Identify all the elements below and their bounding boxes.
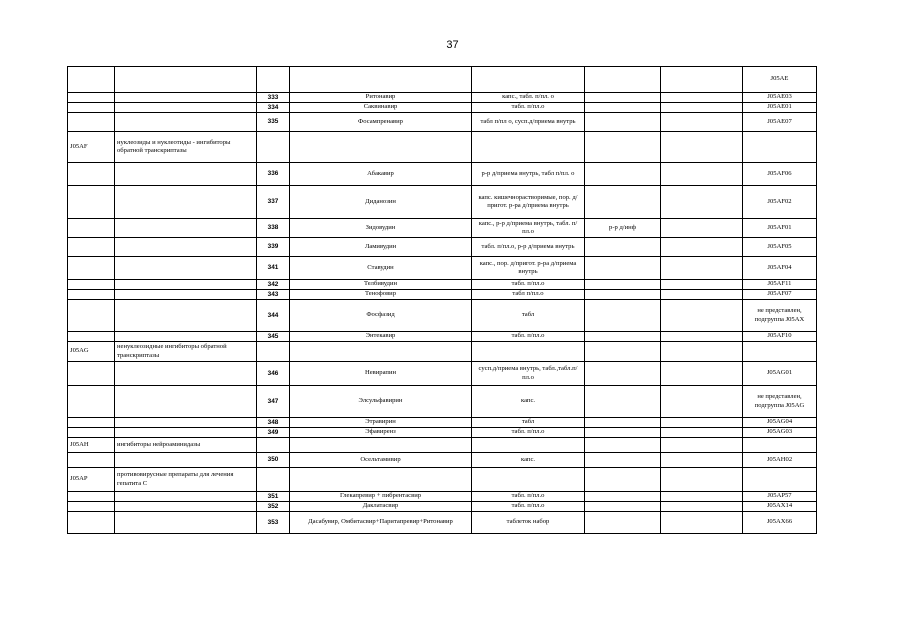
dosage-form — [472, 67, 585, 93]
drug-row — [68, 219, 817, 238]
extra-form — [585, 386, 661, 418]
empty-cell — [115, 290, 257, 300]
empty-cell — [585, 438, 661, 453]
empty-cell — [115, 186, 257, 219]
atc-code: J05AF11 — [743, 280, 817, 290]
drug-name: Глекапревир + пибрентасвир — [290, 492, 472, 502]
row-number: 337 — [257, 186, 290, 219]
row-number: 351 — [257, 492, 290, 502]
extra-form — [585, 428, 661, 438]
row-number — [257, 67, 290, 93]
empty-cell — [115, 386, 257, 418]
drug-row — [68, 257, 817, 280]
empty-cell — [661, 492, 743, 502]
extra-form — [585, 93, 661, 103]
dosage-form: капс. — [472, 453, 585, 468]
empty-cell — [661, 332, 743, 342]
empty-cell — [661, 113, 743, 132]
empty-cell — [661, 342, 743, 362]
row-number: 342 — [257, 280, 290, 290]
empty-cell — [661, 502, 743, 512]
drug-row — [68, 103, 817, 113]
empty-cell — [68, 418, 115, 428]
empty-cell — [115, 512, 257, 534]
atc-code: J05AF02 — [743, 186, 817, 219]
atc-code: не представлен, подгруппа J05AG — [743, 386, 817, 418]
extra-form — [585, 67, 661, 93]
empty-cell — [115, 362, 257, 386]
empty-cell — [257, 468, 290, 492]
empty-cell — [68, 238, 115, 257]
drug-name: Невирапин — [290, 362, 472, 386]
atc-group-title: нуклеозиды и нуклеотиды - ингибиторы обратной транскриптазы — [115, 132, 257, 163]
empty-cell — [68, 453, 115, 468]
dosage-form: р-р д/приема внутрь, табл п/пл. о — [472, 163, 585, 186]
empty-cell — [661, 67, 743, 93]
row-number: 350 — [257, 453, 290, 468]
drug-name: Ставудин — [290, 257, 472, 280]
empty-cell — [115, 219, 257, 238]
drug-name: Абакавир — [290, 163, 472, 186]
atc-group-title: ненуклеозидные ингибиторы обратной транскриптазы — [115, 342, 257, 362]
group-row — [68, 342, 817, 362]
empty-cell — [257, 342, 290, 362]
empty-cell — [661, 163, 743, 186]
atc-code: J05AG01 — [743, 362, 817, 386]
empty-cell — [661, 512, 743, 534]
atc-group-code: J05AH — [68, 438, 115, 453]
drug-row — [68, 428, 817, 438]
atc-code: J05AE03 — [743, 93, 817, 103]
extra-form — [585, 512, 661, 534]
atc-code: J05AF10 — [743, 332, 817, 342]
empty-cell — [68, 512, 115, 534]
row-number: 349 — [257, 428, 290, 438]
drug-row — [68, 93, 817, 103]
drug-name: Саквинавир — [290, 103, 472, 113]
atc-code: J05AE07 — [743, 113, 817, 132]
empty-cell — [115, 93, 257, 103]
atc-code: J05AF06 — [743, 163, 817, 186]
extra-form — [585, 418, 661, 428]
dosage-form: табл. п/пл.о — [472, 428, 585, 438]
empty-cell — [68, 300, 115, 332]
dosage-form: табл п/пл о, сусп.д/приема внутрь — [472, 113, 585, 132]
extra-form — [585, 257, 661, 280]
dosage-form: табл. п/пл.о — [472, 332, 585, 342]
extra-form — [585, 103, 661, 113]
drug-row — [68, 300, 817, 332]
empty-cell — [68, 93, 115, 103]
extra-form — [585, 290, 661, 300]
drug-row — [68, 492, 817, 502]
row-number: 341 — [257, 257, 290, 280]
empty-cell — [68, 163, 115, 186]
drug-name: Фосфазид — [290, 300, 472, 332]
row-number: 346 — [257, 362, 290, 386]
extra-form — [585, 453, 661, 468]
empty-cell — [115, 163, 257, 186]
drug-row — [68, 512, 817, 534]
empty-cell — [68, 67, 115, 93]
dosage-form: табл — [472, 300, 585, 332]
empty-cell — [68, 113, 115, 132]
drug-name: Фосампренавир — [290, 113, 472, 132]
empty-cell — [472, 468, 585, 492]
dosage-form: сусп.д/приема внутрь, табл.,табл.п/пл.о — [472, 362, 585, 386]
extra-form — [585, 362, 661, 386]
atc-code: J05AX66 — [743, 512, 817, 534]
page-number: 37 — [446, 39, 459, 51]
extra-form — [585, 280, 661, 290]
drug-row — [68, 418, 817, 428]
atc-code: J05AG03 — [743, 428, 817, 438]
atc-code: J05AP57 — [743, 492, 817, 502]
atc-group-title: ингибиторы нейроаминидазы — [115, 438, 257, 453]
extra-form — [585, 332, 661, 342]
empty-cell — [68, 186, 115, 219]
empty-cell — [661, 362, 743, 386]
row-number: 344 — [257, 300, 290, 332]
empty-cell — [743, 342, 817, 362]
empty-cell — [743, 438, 817, 453]
empty-cell — [115, 103, 257, 113]
empty-cell — [115, 280, 257, 290]
empty-cell — [115, 492, 257, 502]
empty-cell — [68, 290, 115, 300]
drug-name: Дасабувир, Омбитасвир+Паритапревир+Ритонавир — [290, 512, 472, 534]
drug-row — [68, 113, 817, 132]
row-number: 339 — [257, 238, 290, 257]
empty-cell — [68, 362, 115, 386]
empty-cell — [115, 300, 257, 332]
empty-cell — [115, 238, 257, 257]
group-row — [68, 132, 817, 163]
empty-cell — [68, 257, 115, 280]
empty-cell — [68, 502, 115, 512]
group-row — [68, 468, 817, 492]
empty-cell — [68, 428, 115, 438]
dosage-form: капс., р-р д/приема внутрь, табл. п/пл.о — [472, 219, 585, 238]
empty-cell — [661, 186, 743, 219]
extra-form — [585, 238, 661, 257]
drug-name: Диданозин — [290, 186, 472, 219]
drug-name — [290, 67, 472, 93]
empty-cell — [661, 280, 743, 290]
extra-form: р-р д/инф — [585, 219, 661, 238]
empty-cell — [68, 103, 115, 113]
empty-cell — [661, 238, 743, 257]
row-number: 352 — [257, 502, 290, 512]
empty-cell — [290, 342, 472, 362]
empty-cell — [661, 103, 743, 113]
empty-cell — [661, 386, 743, 418]
empty-cell — [661, 300, 743, 332]
drug-table — [67, 66, 817, 534]
atc-code: J05AF05 — [743, 238, 817, 257]
drug-name: Тенофовир — [290, 290, 472, 300]
empty-cell — [115, 418, 257, 428]
empty-cell — [661, 290, 743, 300]
drug-row — [68, 362, 817, 386]
atc-group-title: противовирусные препараты для лечения гепатита С — [115, 468, 257, 492]
row-number: 353 — [257, 512, 290, 534]
extra-form — [585, 186, 661, 219]
atc-group-code: J05AP — [68, 468, 115, 492]
dosage-form: табл. п/пл.о — [472, 103, 585, 113]
drug-name: Ритонавир — [290, 93, 472, 103]
dosage-form: капс. — [472, 386, 585, 418]
dosage-form: табл. п/пл.о, р-р д/приема внутрь — [472, 238, 585, 257]
empty-cell — [472, 438, 585, 453]
dosage-form: табл — [472, 418, 585, 428]
drug-name: Ламивудин — [290, 238, 472, 257]
dosage-form: табл. п/пл.о — [472, 280, 585, 290]
empty-cell — [115, 332, 257, 342]
empty-cell — [115, 502, 257, 512]
atc-code: J05AG04 — [743, 418, 817, 428]
empty-cell — [661, 428, 743, 438]
dosage-form: табл. п/пл.о — [472, 492, 585, 502]
atc-code: J05AH02 — [743, 453, 817, 468]
drug-row — [68, 67, 817, 93]
extra-form — [585, 492, 661, 502]
empty-cell — [68, 280, 115, 290]
empty-cell — [661, 453, 743, 468]
empty-cell — [290, 438, 472, 453]
drug-name: Телбивудин — [290, 280, 472, 290]
atc-code: не представлен, подгруппа J05AX — [743, 300, 817, 332]
drug-row — [68, 332, 817, 342]
row-number: 334 — [257, 103, 290, 113]
empty-cell — [257, 132, 290, 163]
row-number: 347 — [257, 386, 290, 418]
atc-code: J05AE — [743, 67, 817, 93]
empty-cell — [585, 132, 661, 163]
atc-code: J05AF04 — [743, 257, 817, 280]
atc-code: J05AE01 — [743, 103, 817, 113]
empty-cell — [115, 453, 257, 468]
empty-cell — [472, 342, 585, 362]
empty-cell — [290, 468, 472, 492]
empty-cell — [661, 219, 743, 238]
drug-row — [68, 163, 817, 186]
empty-cell — [68, 219, 115, 238]
empty-cell — [115, 67, 257, 93]
row-number: 336 — [257, 163, 290, 186]
row-number: 348 — [257, 418, 290, 428]
drug-row — [68, 238, 817, 257]
drug-name: Зидовудин — [290, 219, 472, 238]
atc-code: J05AF07 — [743, 290, 817, 300]
atc-code: J05AX14 — [743, 502, 817, 512]
empty-cell — [661, 132, 743, 163]
drug-name: Эфавиренз — [290, 428, 472, 438]
extra-form — [585, 113, 661, 132]
row-number: 343 — [257, 290, 290, 300]
empty-cell — [743, 132, 817, 163]
empty-cell — [68, 492, 115, 502]
empty-cell — [585, 342, 661, 362]
drug-row — [68, 280, 817, 290]
extra-form — [585, 163, 661, 186]
group-row — [68, 438, 817, 453]
empty-cell — [743, 468, 817, 492]
empty-cell — [115, 257, 257, 280]
drug-row — [68, 290, 817, 300]
extra-form — [585, 502, 661, 512]
drug-row — [68, 453, 817, 468]
empty-cell — [115, 428, 257, 438]
atc-group-code: J05AF — [68, 132, 115, 163]
empty-cell — [115, 113, 257, 132]
atc-code: J05AF01 — [743, 219, 817, 238]
empty-cell — [68, 386, 115, 418]
dosage-form: таблеток набор — [472, 512, 585, 534]
drug-row — [68, 502, 817, 512]
dosage-form: табл. п/пл.о — [472, 502, 585, 512]
empty-cell — [290, 132, 472, 163]
dosage-form: капс. кишечнорастворимые, пор. д/пригот. р-ра д/приема внутрь — [472, 186, 585, 219]
empty-cell — [661, 468, 743, 492]
empty-cell — [585, 468, 661, 492]
row-number: 335 — [257, 113, 290, 132]
atc-group-code: J05AG — [68, 342, 115, 362]
dosage-form: табл п/пл.о — [472, 290, 585, 300]
dosage-form: капс., табл. п/пл. о — [472, 93, 585, 103]
empty-cell — [661, 438, 743, 453]
empty-cell — [472, 132, 585, 163]
empty-cell — [661, 257, 743, 280]
dosage-form: капс., пор. д/пригот. р-ра д/приема внутрь — [472, 257, 585, 280]
drug-name: Осельтамивир — [290, 453, 472, 468]
drug-name: Даклатасвир — [290, 502, 472, 512]
empty-cell — [661, 93, 743, 103]
drug-row — [68, 186, 817, 219]
row-number: 345 — [257, 332, 290, 342]
row-number: 333 — [257, 93, 290, 103]
empty-cell — [257, 438, 290, 453]
drug-name: Этравирин — [290, 418, 472, 428]
empty-cell — [661, 418, 743, 428]
row-number: 338 — [257, 219, 290, 238]
drug-name: Энтекавир — [290, 332, 472, 342]
drug-row — [68, 386, 817, 418]
empty-cell — [68, 332, 115, 342]
drug-name: Элсульфавирин — [290, 386, 472, 418]
extra-form — [585, 300, 661, 332]
